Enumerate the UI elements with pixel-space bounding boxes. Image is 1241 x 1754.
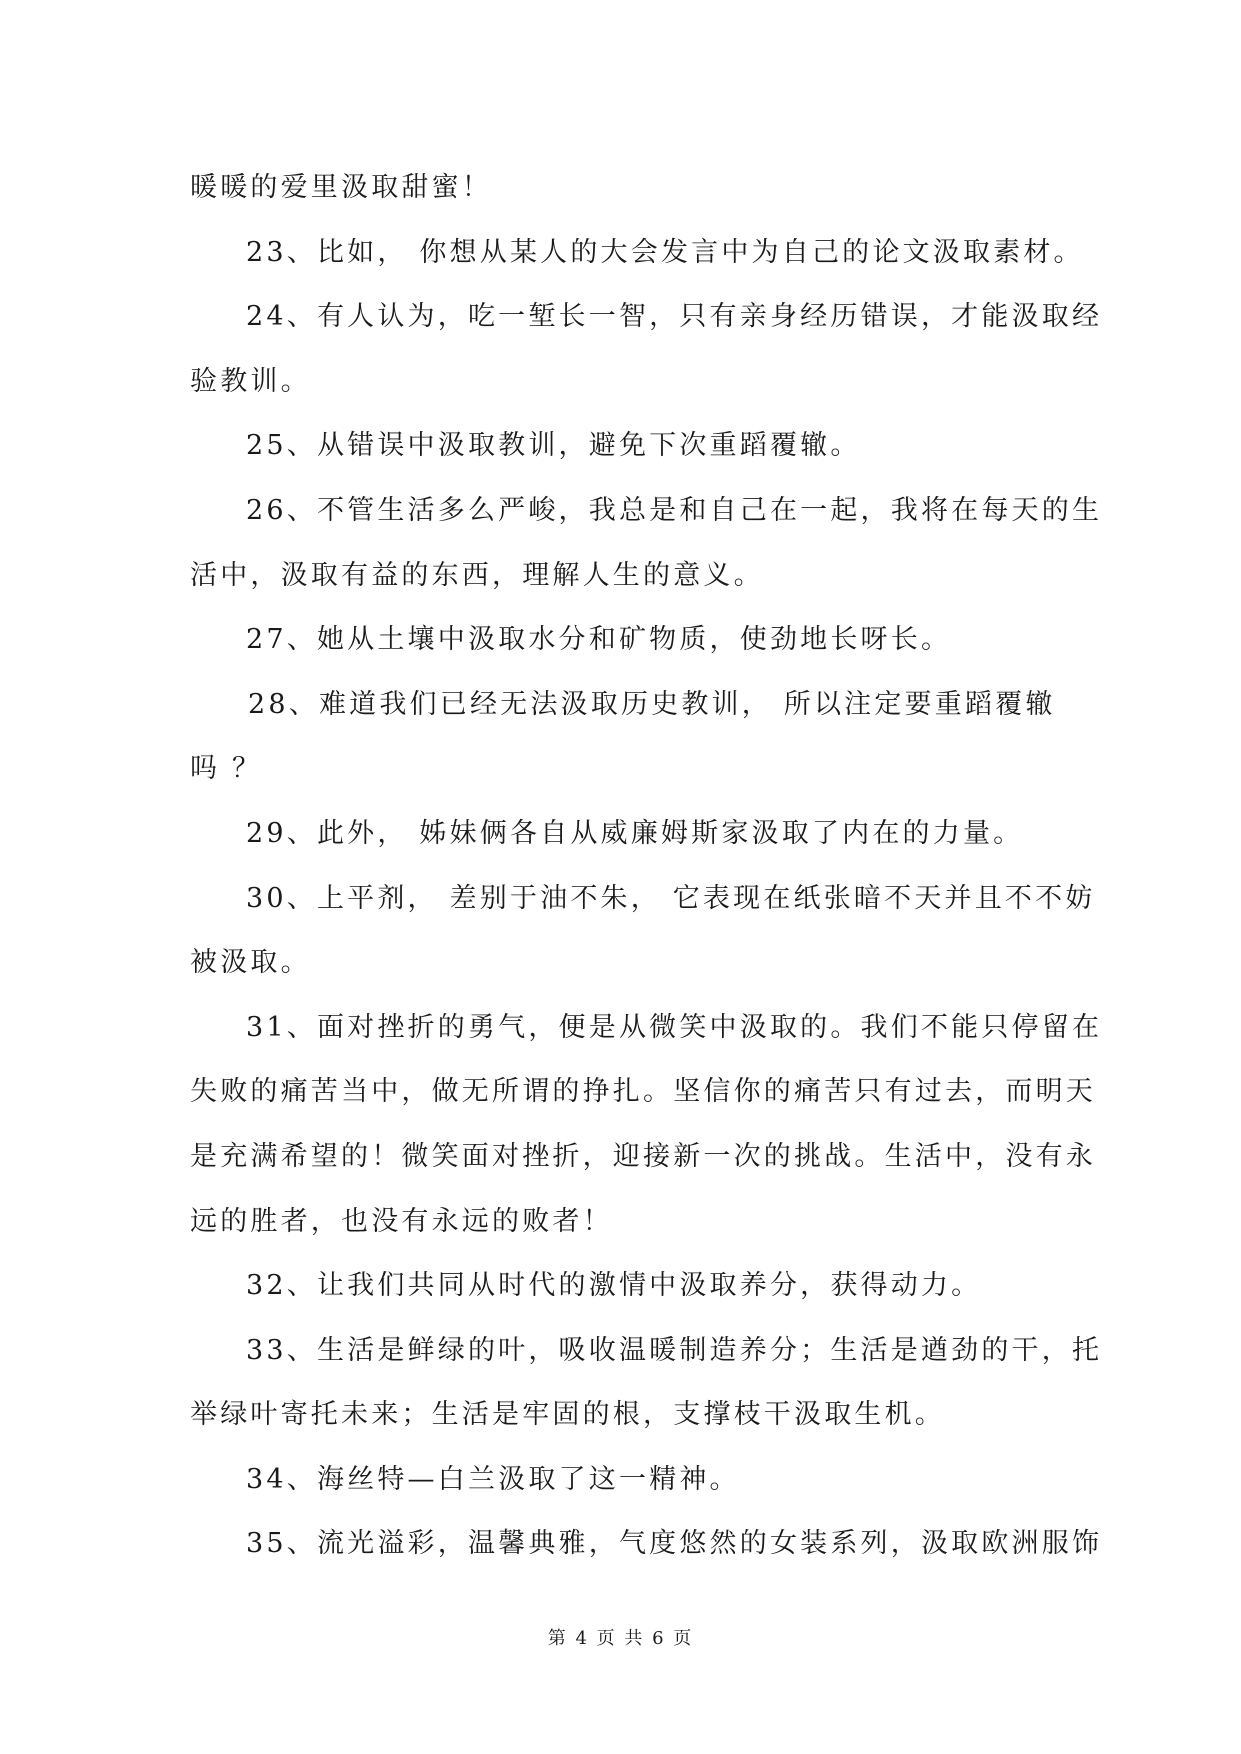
text-line: 31、面对挫折的勇气，便是从微笑中汲取的。我们不能只停留在: [246, 1011, 1103, 1043]
text-line: 被汲取。: [190, 947, 311, 979]
document-body: [190, 156, 1103, 1577]
text-line: 活中，汲取有益的东西，理解人生的意义。: [190, 559, 764, 591]
text-line: 失败的痛苦当中，做无所谓的挣扎。坚信你的痛苦只有过去，而明天: [190, 1076, 1096, 1108]
text-line: 吗 ？: [190, 753, 263, 785]
text-line: 远的胜者，也没有永远的败者！: [190, 1205, 613, 1237]
text-line: 24、有人认为，吃一堑长一智，只有亲身经历错误，才能汲取经: [246, 301, 1103, 333]
text-line: 32、让我们共同从时代的激情中汲取养分，获得动力。: [246, 1270, 982, 1302]
text-line: 30、上平剂， 差别于油不朱， 它表现在纸张暗不天并且不不妨: [246, 882, 1096, 914]
text-line: 暖暖的爱里汲取甜蜜！: [190, 172, 492, 203]
text-line: 25、从错误中汲取教训，避免下次重蹈覆辙。: [246, 430, 861, 462]
text-line: 26、不管生活多么严峻，我总是和自己在一起，我将在每天的生: [246, 494, 1103, 526]
text-line: 29、此外， 姊妹俩各自从威廉姆斯家汲取了内在的力量。: [246, 817, 1024, 849]
text-line: 是充满希望的！微笑面对挫折，迎接新一次的挑战。生活中，没有永: [190, 1140, 1096, 1172]
text-line: 35、流光溢彩，温馨典雅，气度悠然的女装系列，汲取欧洲服饰: [246, 1528, 1103, 1560]
text-line: 23、比如， 你想从某人的大会发言中为自己的论文汲取素材。: [246, 236, 1084, 268]
text-line: 28、难道我们已经无法汲取历史教训， 所以注定要重蹈覆辙: [248, 688, 1056, 720]
text-line: 33、生活是鲜绿的叶，吸收温暖制造养分；生活是遒劲的干，托: [246, 1334, 1103, 1366]
text-line: 举绿叶寄托未来；生活是牢固的根，支撑枝干汲取生机。: [190, 1399, 945, 1431]
text-line: 验教训。: [190, 365, 311, 397]
page-number-footer: 第 4 页 共 6 页: [547, 1628, 694, 1649]
text-line: 34、海丝特—白兰汲取了这一精神。: [246, 1463, 740, 1495]
text-line: 27、她从土壤中汲取水分和矿物质，使劲地长呀长。: [246, 624, 952, 656]
